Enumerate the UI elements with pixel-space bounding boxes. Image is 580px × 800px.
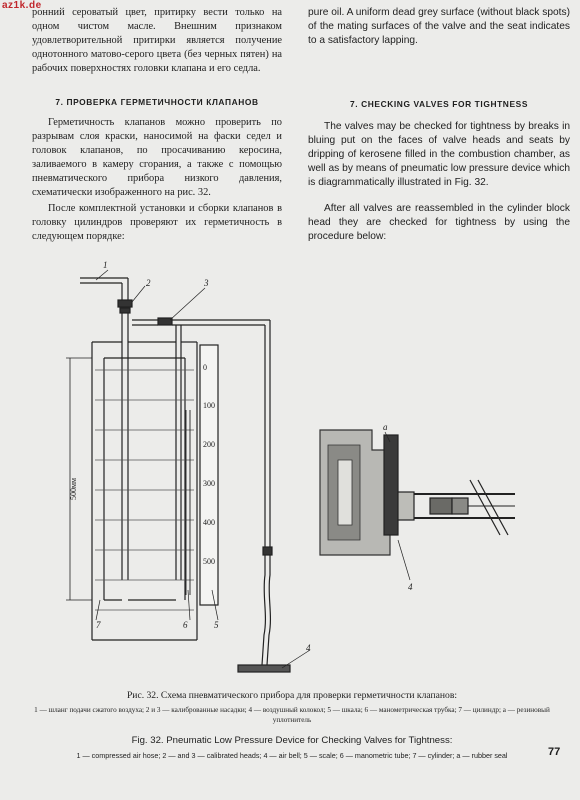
scale-mark-0: 0 <box>203 363 207 372</box>
ru-section-heading: 7. ПРОВЕРКА ГЕРМЕТИЧНОСТИ КЛАПАНОВ <box>55 97 259 107</box>
callout-5: 5 <box>214 620 219 630</box>
hose-to-air-bell <box>262 547 272 665</box>
callout-1: 1 <box>103 260 108 270</box>
scale-mark-400: 400 <box>203 518 215 527</box>
figure-32-diagram <box>0 250 580 690</box>
ru-body-block <box>32 116 282 244</box>
scale <box>200 345 218 605</box>
caption-ru-title: Рис. 32. Схема пневматического прибора для проверки герметичности клапанов: <box>126 690 458 701</box>
caption-ru-legend: 1 — шланг подачи сжатого воздуха; 2 и 3 — калиброванные насадки; 4 — воздушный колокол; 5 — шкала; 6 — манометрическая трубка; 7 — цилиндр; а — резиновый уплотнитель <box>34 706 550 724</box>
figure-caption-ru <box>24 690 560 725</box>
callout-a: a <box>383 422 388 432</box>
bell-tubes <box>122 313 270 580</box>
en-section-heading: 7. CHECKING VALVES FOR TIGHTNESS <box>349 99 529 109</box>
caption-en-legend: 1 — compressed air hose; 2 — and 3 — calibrated heads; 4 — air bell; 5 — scale; 6 — manometric tube; 7 — cylinder; a — rubber seal <box>76 751 508 760</box>
callout-2: 2 <box>146 278 151 288</box>
en-top-paragraph-block <box>308 6 570 48</box>
en-paragraph-2: After all valves are reassembled in the cylinder block head they are checked for tightness by using the procedure below: <box>308 203 570 242</box>
en-body-block <box>308 120 570 244</box>
callout-6: 6 <box>183 620 188 630</box>
scale-mark-100: 100 <box>203 401 215 410</box>
ru-paragraph-1: Герметичность клапанов можно проверить по разрывам слоя краски, наносимой на фаски седел и головок клапанов, по просачиванию керосина, заливаемого в камеру сгорания, а также с помощью пневматического прибора низкого давления, схематически изображенного на рис. 32. <box>32 117 282 198</box>
ru-top-paragraph-block <box>32 6 282 76</box>
en-paragraph-1: The valves may be checked for tightness by breaks in bluing put on the faces of valve heads and seats by dripping of kerosene filled in the combustion chamber, as well as by means of pneumatic low pressure device which is diagrammatically illustrated in Fig. 32. <box>308 121 570 188</box>
calibrated-head-3 <box>158 318 172 325</box>
ru-paragraph-2: После комплектной установки и сборки клапанов в головку цилиндров проверяют их герметичность в следующем порядке: <box>32 203 282 242</box>
figure-caption-en <box>24 735 560 761</box>
scale-mark-300: 300 <box>203 479 215 488</box>
liquid-fill <box>95 370 194 610</box>
callout-7: 7 <box>96 620 101 630</box>
cylinder-head-section <box>320 430 515 555</box>
dimension-label: 500мм <box>69 477 78 500</box>
callout-4: 4 <box>306 643 311 653</box>
page-number: 77 <box>548 746 561 758</box>
air-bell <box>238 665 290 672</box>
scale-mark-500: 500 <box>203 557 215 566</box>
air-hose <box>80 278 128 300</box>
ru-heading-block <box>32 97 282 107</box>
scale-mark-200: 200 <box>203 440 215 449</box>
manometric-tube <box>186 410 190 595</box>
callout-4-section: 4 <box>408 582 413 592</box>
watermark: az1k.de <box>2 0 42 11</box>
en-top-paragraph: pure oil. A uniform dead grey surface (without black spots) of the mating surfaces of the valve and the seat indicates to a satisfactory lapping. <box>308 7 570 46</box>
callout-3: 3 <box>204 278 209 288</box>
en-heading-block <box>308 99 570 109</box>
caption-en-title: Fig. 32. Pneumatic Low Pressure Device for Checking Valves for Tightness: <box>131 735 453 746</box>
ru-top-paragraph: ронний сероватый цвет, притирку вести только на одном чистом масле. Внешним признаком удовлетворительной притирки является получение однотонного матово-серого цвета (без черных пятен) на рабочих поверхностях головки клапана и его седла. <box>32 7 282 74</box>
calibrated-head-2 <box>118 300 132 313</box>
